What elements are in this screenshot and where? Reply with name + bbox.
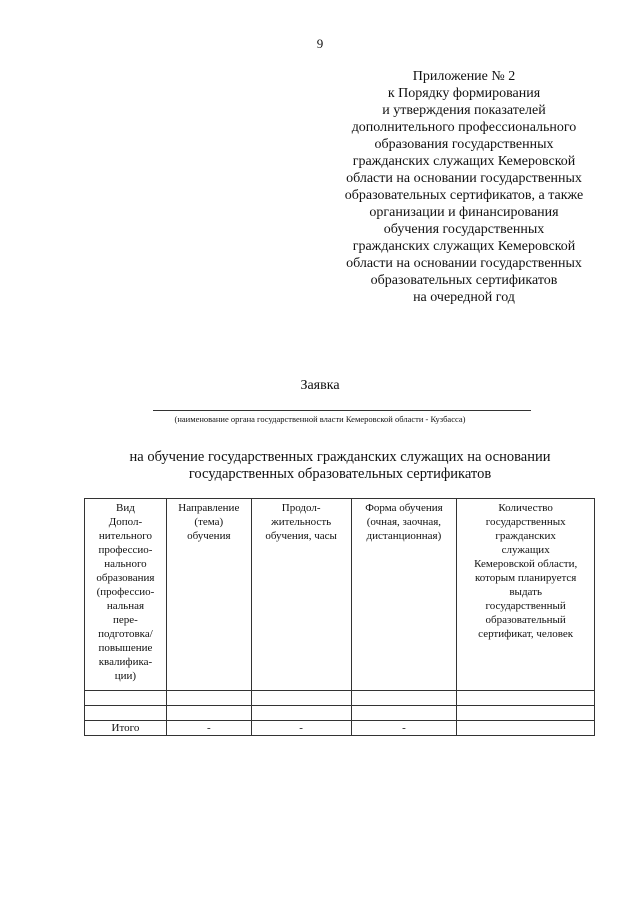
header-study-form: Форма обучения (очная, заочная, дистанционная): [351, 499, 457, 691]
total-row: [85, 721, 595, 736]
appendix-line: гражданских служащих Кемеровской: [352, 154, 576, 169]
header-employee-count: Количество государственных гражданских служащих Кемеровской области, которым планируется выдать государственный образовательный сертификат, человек: [457, 499, 595, 691]
appendix-header: [330, 68, 598, 306]
table-cell[interactable]: [351, 691, 457, 706]
org-name-fill-line: [153, 410, 531, 411]
total-cell: -: [251, 721, 351, 736]
appendix-line: на очередной год: [413, 290, 515, 305]
org-name-caption: (наименование органа государственной власти Кемеровской области - Кузбасса): [174, 414, 466, 424]
total-cell: -: [166, 721, 251, 736]
subject-line: государственных образовательных сертификатов: [188, 466, 492, 482]
appendix-line: и утверждения показателей: [382, 103, 546, 118]
table-cell[interactable]: [351, 706, 457, 721]
table-cell[interactable]: [251, 691, 351, 706]
table-cell[interactable]: [166, 691, 251, 706]
appendix-line: гражданских служащих Кемеровской: [352, 239, 576, 254]
header-direction: Направление (тема) обучения: [166, 499, 251, 691]
appendix-line: Приложение № 2: [412, 69, 516, 84]
request-subject: [80, 449, 600, 483]
total-cell[interactable]: [457, 721, 595, 736]
table-cell[interactable]: [457, 706, 595, 721]
table-cell[interactable]: [457, 691, 595, 706]
total-label: Итого: [85, 721, 167, 736]
appendix-line: образовательных сертификатов: [370, 273, 558, 288]
subject-line: на обучение государственных гражданских служащих на основании: [129, 449, 551, 465]
appendix-line: области на основании государственных: [346, 256, 582, 271]
table-cell[interactable]: [85, 706, 167, 721]
table-header-row: [85, 499, 595, 691]
appendix-line: организации и финансирования: [369, 205, 559, 220]
table-row: [85, 706, 595, 721]
page-number: 9: [316, 36, 324, 51]
request-table: [84, 498, 595, 736]
appendix-line: области на основании государственных: [346, 171, 582, 186]
appendix-line: обучения государственных: [383, 222, 545, 237]
appendix-line: дополнительного профессионального: [351, 120, 577, 135]
table-cell[interactable]: [251, 706, 351, 721]
table-cell[interactable]: [166, 706, 251, 721]
appendix-line: образовательных сертификатов, а также: [344, 188, 584, 203]
appendix-line: к Порядку формирования: [387, 86, 541, 101]
header-program-type: Вид Допол- нительного профессио- нального образования (профессио- нальная пере- подготовка/ повышение квалифика- ции): [85, 499, 167, 691]
request-title: Заявка: [300, 378, 340, 393]
total-cell: -: [351, 721, 457, 736]
header-duration: Продол- жительность обучения, часы: [251, 499, 351, 691]
appendix-line: образования государственных: [374, 137, 554, 152]
table-cell[interactable]: [85, 691, 167, 706]
table-row: [85, 691, 595, 706]
